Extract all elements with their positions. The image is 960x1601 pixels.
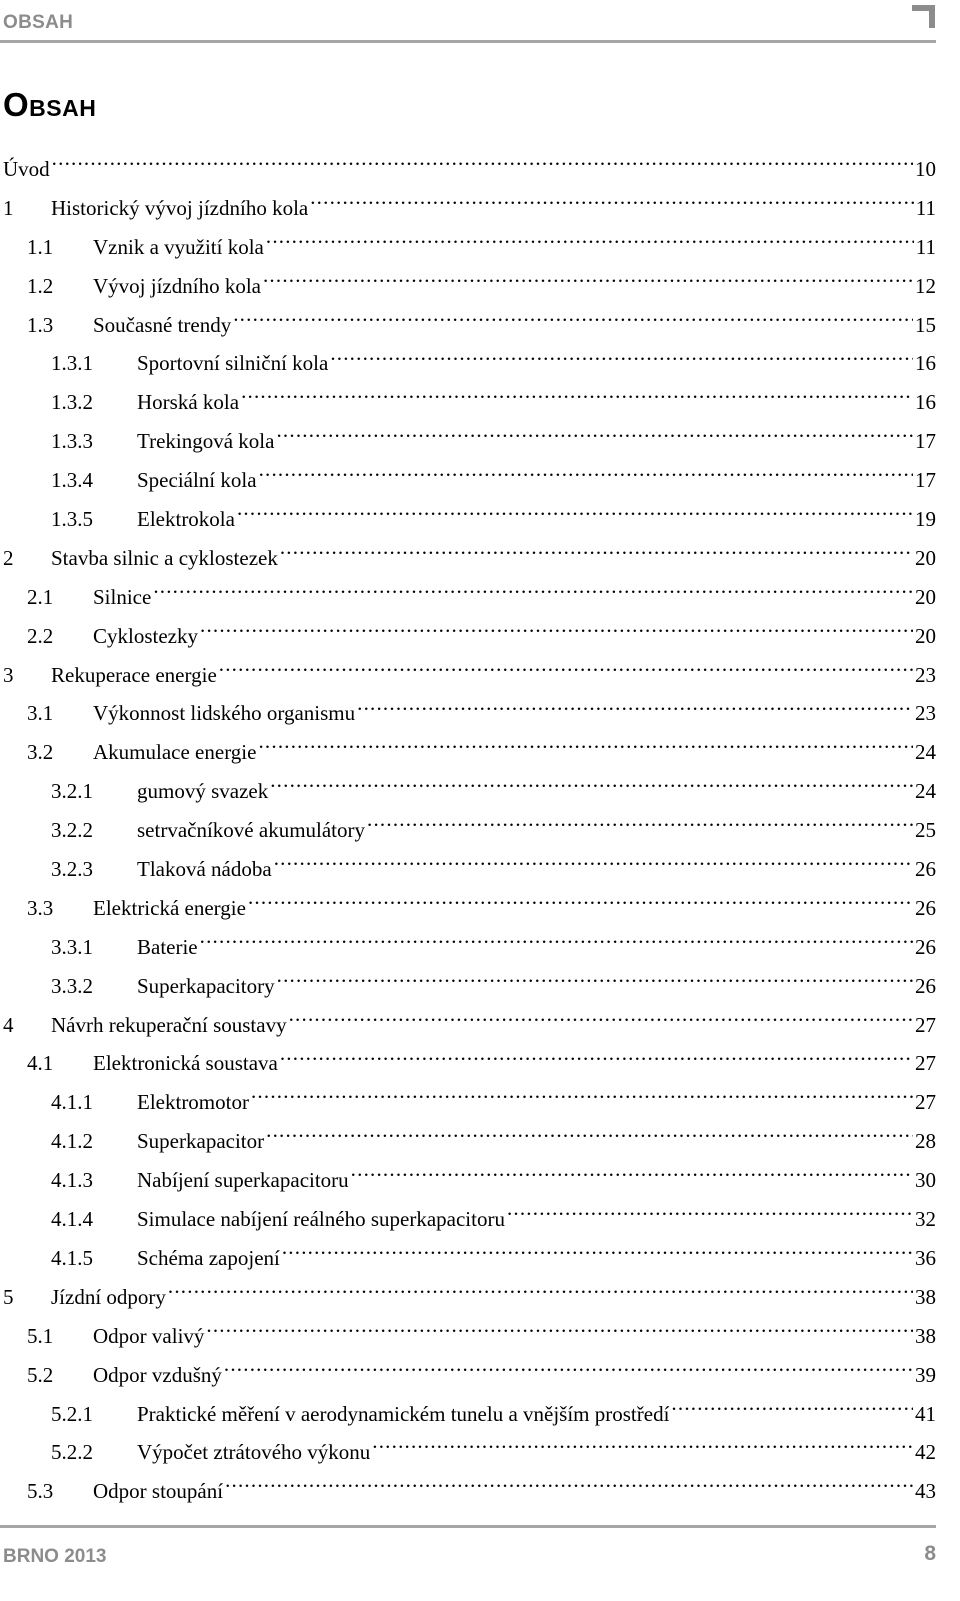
dot-leader bbox=[351, 1166, 913, 1187]
dot-leader bbox=[507, 1205, 913, 1226]
toc-entry-title: Elektronická soustava bbox=[93, 1051, 278, 1076]
dot-leader bbox=[372, 1438, 913, 1459]
toc-entry-number: 1 bbox=[3, 195, 14, 220]
toc-entry-title: Návrh rekuperační soustavy bbox=[51, 1012, 287, 1037]
toc-entry-number: 4.1 bbox=[27, 1051, 54, 1076]
dot-leader bbox=[270, 777, 913, 798]
toc-entry-page: 39 bbox=[915, 1362, 936, 1387]
toc-entry-page: 16 bbox=[915, 351, 936, 376]
toc-entry[interactable] bbox=[3, 889, 936, 928]
toc-entry[interactable] bbox=[3, 967, 936, 1006]
toc-entry-page: 30 bbox=[915, 1168, 936, 1193]
toc-entry[interactable] bbox=[3, 1395, 936, 1434]
toc-entry[interactable] bbox=[3, 772, 936, 811]
toc-entry-page: 20 bbox=[915, 584, 936, 609]
toc-entry[interactable] bbox=[3, 461, 936, 500]
toc-entry-title: Výpočet ztrátového výkonu bbox=[137, 1440, 371, 1465]
toc-entry-number: 1.1 bbox=[27, 234, 54, 259]
dot-leader bbox=[357, 699, 913, 720]
toc-entry-page: 41 bbox=[915, 1401, 936, 1426]
toc-entry-page: 27 bbox=[915, 1012, 936, 1037]
toc-entry[interactable] bbox=[3, 928, 936, 967]
toc-entry-page: 17 bbox=[915, 468, 936, 493]
dot-leader bbox=[206, 1322, 913, 1343]
toc-entry-page: 42 bbox=[915, 1440, 936, 1465]
toc-entry-title: Tlaková nádoba bbox=[137, 857, 272, 882]
toc-entry-number: 3.2.1 bbox=[51, 779, 93, 804]
dot-leader bbox=[266, 1127, 913, 1148]
toc-entry-title: Elektrokola bbox=[137, 507, 235, 532]
toc-entry-page: 19 bbox=[915, 507, 936, 532]
toc-entry-number: 5.3 bbox=[27, 1479, 54, 1504]
dot-leader bbox=[233, 311, 913, 332]
toc-entry-number: 3.3 bbox=[27, 895, 54, 920]
header-divider bbox=[0, 40, 936, 43]
toc-entry-title: Sportovní silniční kola bbox=[137, 351, 329, 376]
toc-entry[interactable] bbox=[3, 422, 936, 461]
toc-entry-page: 20 bbox=[915, 623, 936, 648]
toc-entry-number: 3 bbox=[3, 662, 14, 687]
toc-entry-title: Akumulace energie bbox=[93, 740, 257, 765]
toc-entry-title: Výkonnost lidského organismu bbox=[93, 701, 356, 726]
toc-entry-title: Stavba silnic a cyklostezek bbox=[51, 545, 278, 570]
dot-leader bbox=[200, 933, 913, 954]
toc-entry-number: 4.1.4 bbox=[51, 1207, 93, 1232]
toc-entry-page: 24 bbox=[915, 779, 936, 804]
toc-entry[interactable] bbox=[3, 733, 936, 772]
dot-leader bbox=[274, 855, 913, 876]
toc-entry[interactable] bbox=[3, 1317, 936, 1356]
toc-entry[interactable] bbox=[3, 578, 936, 617]
dot-leader bbox=[671, 1400, 913, 1421]
toc-entry-title: Současné trendy bbox=[93, 312, 232, 337]
toc-entry-page: 25 bbox=[915, 818, 936, 843]
toc-entry-page: 32 bbox=[915, 1207, 936, 1232]
dot-leader bbox=[225, 1477, 913, 1498]
toc-entry-page: 23 bbox=[915, 701, 936, 726]
dot-leader bbox=[219, 661, 913, 682]
toc-entry-title: Historický vývoj jízdního kola bbox=[51, 195, 309, 220]
toc-entry-page: 26 bbox=[915, 857, 936, 882]
dot-leader bbox=[168, 1283, 913, 1304]
dot-leader bbox=[259, 466, 913, 487]
toc-entry-title: Schéma zapojení bbox=[137, 1245, 280, 1270]
toc-entry-number: 5.2.2 bbox=[51, 1440, 93, 1465]
toc-entry-number: 3.2.2 bbox=[51, 818, 93, 843]
toc-entry-title: Trekingová kola bbox=[137, 429, 275, 454]
toc-entry-title: Simulace nabíjení reálného superkapacitoru bbox=[137, 1207, 505, 1232]
toc-entry-number: 2.2 bbox=[27, 623, 54, 648]
toc-entry-title: Vznik a využití kola bbox=[93, 234, 264, 259]
toc-entry-number: 3.3.2 bbox=[51, 973, 93, 998]
toc-entry-page: 38 bbox=[915, 1284, 936, 1309]
toc-entry-title: Superkapacitory bbox=[137, 973, 275, 998]
toc-entry-page: 24 bbox=[915, 740, 936, 765]
toc-entry-page: 38 bbox=[915, 1323, 936, 1348]
footer-divider bbox=[0, 1525, 936, 1528]
toc-entry[interactable] bbox=[3, 500, 936, 539]
dot-leader bbox=[200, 622, 913, 643]
toc-entry-title: Horská kola bbox=[137, 390, 240, 415]
dot-leader bbox=[277, 972, 913, 993]
toc-entry-number: 1.3 bbox=[27, 312, 54, 337]
toc-entry-title: Baterie bbox=[137, 934, 198, 959]
toc-entry-title: Jízdní odpory bbox=[51, 1284, 166, 1309]
toc-entry-number: 5 bbox=[3, 1284, 14, 1309]
toc-entry-number: 3.2.3 bbox=[51, 857, 93, 882]
toc-entry-page: 27 bbox=[915, 1090, 936, 1115]
dot-leader bbox=[153, 583, 913, 604]
toc-entry[interactable] bbox=[3, 811, 936, 850]
dot-leader bbox=[248, 894, 913, 915]
running-header-title: OBSAH bbox=[3, 12, 74, 33]
toc-entry-number: 4.1.5 bbox=[51, 1245, 93, 1270]
toc-entry[interactable] bbox=[3, 1472, 936, 1511]
toc-entry-page: 11 bbox=[915, 234, 936, 259]
toc-entry-page: 28 bbox=[915, 1129, 936, 1154]
toc-entry[interactable] bbox=[3, 344, 936, 383]
toc-entry-page: 43 bbox=[915, 1479, 936, 1504]
toc-entry[interactable] bbox=[3, 1200, 936, 1239]
toc-entry[interactable] bbox=[3, 694, 936, 733]
toc-entry-page: 26 bbox=[915, 895, 936, 920]
toc-entry-number: 4.1.3 bbox=[51, 1168, 93, 1193]
toc-entry-number: 2 bbox=[3, 545, 14, 570]
toc-entry-number: 5.1 bbox=[27, 1323, 54, 1348]
dot-leader bbox=[52, 155, 913, 176]
toc-entry-title: Rekuperace energie bbox=[51, 662, 217, 687]
toc-entry-number: 1.3.5 bbox=[51, 507, 93, 532]
page-title: Obsah bbox=[3, 86, 97, 123]
toc-entry[interactable] bbox=[3, 383, 936, 422]
toc-entry-number: 1.3.1 bbox=[51, 351, 93, 376]
toc-entry-page: 12 bbox=[915, 273, 936, 298]
toc-entry[interactable] bbox=[3, 617, 936, 656]
toc-entry[interactable] bbox=[3, 1356, 936, 1395]
toc-entry-number: 5.2 bbox=[27, 1362, 54, 1387]
toc-entry[interactable] bbox=[3, 228, 936, 267]
dot-leader bbox=[251, 1088, 913, 1109]
dot-leader bbox=[282, 1244, 913, 1265]
toc-entry-page: 26 bbox=[915, 973, 936, 998]
toc-entry[interactable] bbox=[3, 1083, 936, 1122]
toc-entry-page: 17 bbox=[915, 429, 936, 454]
toc-entry-number: 3.2 bbox=[27, 740, 54, 765]
toc-entry-title: Odpor stoupání bbox=[93, 1479, 224, 1504]
toc-entry-number: 1.3.4 bbox=[51, 468, 93, 493]
toc-entry-title: Elektrická energie bbox=[93, 895, 246, 920]
toc-entry-page: 16 bbox=[915, 390, 936, 415]
toc-entry[interactable] bbox=[3, 539, 936, 578]
toc-entry-page: 10 bbox=[915, 157, 936, 181]
toc-entry[interactable] bbox=[3, 1239, 936, 1278]
dot-leader bbox=[224, 1361, 913, 1382]
corner-bracket-icon bbox=[910, 4, 938, 32]
toc-entry-number: 3.3.1 bbox=[51, 934, 93, 959]
toc-entry-title: Odpor vzdušný bbox=[93, 1362, 222, 1387]
toc-entry-title: Superkapacitor bbox=[137, 1129, 265, 1154]
dot-leader bbox=[263, 272, 913, 293]
toc-entry[interactable] bbox=[3, 656, 936, 695]
toc-entry-page: 23 bbox=[915, 662, 936, 687]
toc-entry[interactable] bbox=[3, 1122, 936, 1161]
toc-entry-title: Cyklostezky bbox=[93, 623, 198, 648]
toc-entry-title: Odpor valivý bbox=[93, 1323, 205, 1348]
dot-leader bbox=[280, 1049, 913, 1070]
toc-entry-title: gumový svazek bbox=[137, 779, 269, 804]
toc-entry[interactable] bbox=[3, 1006, 936, 1045]
footer-label: BRNO 2013 bbox=[3, 1546, 107, 1567]
toc-entry-title: setrvačníkové akumulátory bbox=[137, 818, 366, 843]
toc-entry-title: Praktické měření v aerodynamickém tunelu a vnějším prostředí bbox=[137, 1401, 670, 1426]
dot-leader bbox=[280, 544, 913, 565]
toc-entry-title: Vývoj jízdního kola bbox=[93, 273, 261, 298]
dot-leader bbox=[367, 816, 913, 837]
toc-entry-title: Elektromotor bbox=[137, 1090, 249, 1115]
toc-entry-number: 1.2 bbox=[27, 273, 54, 298]
toc-entry-number: 1.3.3 bbox=[51, 429, 93, 454]
toc-entry-number: 4 bbox=[3, 1012, 14, 1037]
toc-entry-page: 26 bbox=[915, 934, 936, 959]
toc-entry-number: 2.1 bbox=[27, 584, 54, 609]
toc-entry[interactable] bbox=[3, 306, 936, 345]
dot-leader bbox=[237, 505, 913, 526]
toc-entry[interactable] bbox=[3, 850, 936, 889]
table-of-contents bbox=[3, 150, 936, 1511]
toc-entry[interactable] bbox=[3, 1433, 936, 1472]
toc-entry[interactable] bbox=[3, 267, 936, 306]
toc-entry-number: 4.1.1 bbox=[51, 1090, 93, 1115]
toc-entry-page: 20 bbox=[915, 545, 936, 570]
toc-entry[interactable] bbox=[3, 1278, 936, 1317]
dot-leader bbox=[266, 233, 914, 254]
toc-entry[interactable] bbox=[3, 150, 936, 189]
toc-entry[interactable] bbox=[3, 1044, 936, 1083]
toc-entry-number: 1.3.2 bbox=[51, 390, 93, 415]
toc-entry-title: Úvod bbox=[3, 157, 50, 181]
dot-leader bbox=[276, 427, 913, 448]
dot-leader bbox=[241, 388, 913, 409]
toc-entry-title: Silnice bbox=[93, 584, 152, 609]
toc-entry-page: 27 bbox=[915, 1051, 936, 1076]
toc-entry-title: Nabíjení superkapacitoru bbox=[137, 1168, 349, 1193]
toc-entry-number: 3.1 bbox=[27, 701, 54, 726]
dot-leader bbox=[258, 738, 913, 759]
toc-entry-page: 36 bbox=[915, 1245, 936, 1270]
dot-leader bbox=[330, 349, 913, 370]
toc-entry-page: 11 bbox=[915, 195, 936, 220]
dot-leader bbox=[310, 194, 914, 215]
dot-leader bbox=[289, 1011, 913, 1032]
toc-entry-number: 5.2.1 bbox=[51, 1401, 93, 1426]
toc-entry-title: Speciální kola bbox=[137, 468, 257, 493]
toc-entry-page: 15 bbox=[915, 312, 936, 337]
page-number: 8 bbox=[924, 1542, 936, 1565]
toc-entry-number: 4.1.2 bbox=[51, 1129, 93, 1154]
toc-entry[interactable] bbox=[3, 1161, 936, 1200]
toc-entry[interactable] bbox=[3, 189, 936, 228]
